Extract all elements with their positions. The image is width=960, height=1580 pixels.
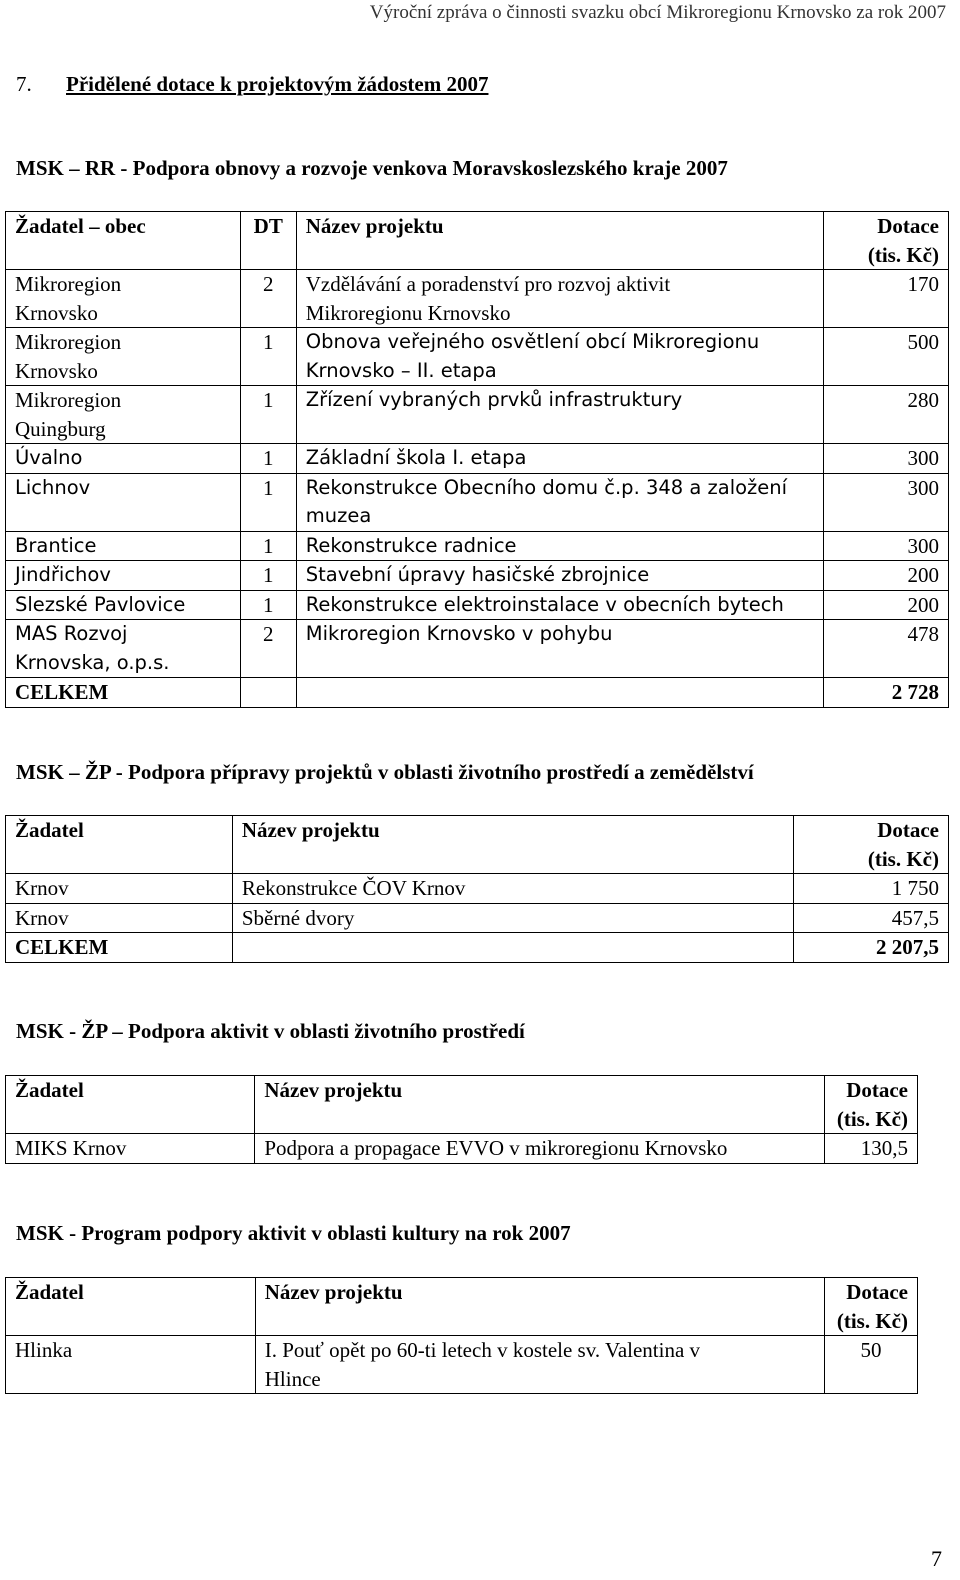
table-row: MAS Rozvoj Krnovska, o.p.s. 2 Mikroregion Krnovsko v pohybu 478	[6, 620, 949, 678]
total-value: 2 728	[824, 678, 949, 708]
table-row	[6, 874, 949, 904]
column-header-project: Název projektu	[255, 1076, 825, 1134]
table-row	[6, 1134, 918, 1164]
chapter-number: 7.	[16, 72, 32, 96]
dt-cell: 2	[240, 620, 296, 678]
grant-cell: 280	[824, 386, 949, 444]
project-cell: Vzdělávání a poradenství pro rozvoj aktivit	[305, 272, 671, 296]
grant-table-rr	[5, 211, 949, 708]
grant-cell: 478	[824, 620, 949, 678]
column-header-project: Název projektu	[296, 212, 823, 270]
project-cell: Stavební úpravy hasičské zbrojnice	[296, 561, 823, 591]
project-cell: Zřízení vybraných prvků infrastruktury	[296, 386, 823, 444]
grant-cell: 457,5	[794, 903, 949, 933]
grant-table-kultura	[5, 1277, 918, 1394]
column-header-applicant: Žadatel	[6, 816, 233, 874]
applicant-cell: Mikroregion	[15, 272, 122, 296]
applicant-cell: Brantice	[6, 531, 241, 561]
project-cell: Obnova veřejného osvětlení obcí Mikroregionu	[305, 330, 760, 353]
column-header-grant: Dotace (tis. Kč)	[825, 1076, 918, 1134]
table-header-row	[6, 1278, 918, 1336]
table-header-row	[6, 1076, 918, 1134]
project-cell: Rekonstrukce ČOV Krnov	[232, 874, 793, 904]
column-header-dt: DT	[240, 212, 296, 270]
grant-cell: 170	[824, 270, 949, 328]
table-row: Mikroregion Krnovsko 1 Obnova veřejného osvětlení obcí Mikroregionu Krnovsko – II. etapa 500	[6, 328, 949, 386]
project-cell: Mikroregion Krnovsko v pohybu	[296, 620, 823, 678]
section-heading-rr: MSK – RR - Podpora obnovy a rozvoje venkova Moravskoslezského kraje 2007	[16, 156, 728, 180]
applicant-cell: MAS Rozvoj	[15, 622, 128, 645]
table-row	[6, 561, 949, 591]
column-header-project: Název projektu	[255, 1278, 824, 1336]
table-row	[6, 590, 949, 620]
dt-cell: 1	[240, 473, 296, 531]
table-row: Mikroregion Krnovsko 2 Vzdělávání a poradenství pro rozvoj aktivit Mikroregionu Krnovsko 170	[6, 270, 949, 328]
section-heading-zp-priprava: MSK – ŽP - Podpora přípravy projektů v oblasti životního prostředí a zemědělství	[16, 760, 754, 784]
chapter-heading	[16, 72, 488, 97]
table-row: Lichnov 1 Rekonstrukce Obecního domu č.p. 348 a založení muzea 300	[6, 473, 949, 531]
table-row: Hlinka I. Pouť opět po 60-ti letech v kostele sv. Valentina v Hlince 50	[6, 1336, 918, 1394]
grant-cell: 130,5	[825, 1134, 918, 1164]
applicant-cell: Mikroregion	[15, 330, 122, 354]
table-row	[6, 531, 949, 561]
dt-cell: 1	[240, 531, 296, 561]
project-cell: Základní škola I. etapa	[296, 444, 823, 474]
applicant-cell: Jindřichov	[6, 561, 241, 591]
grant-cell: 200	[824, 590, 949, 620]
total-label: CELKEM	[6, 678, 241, 708]
total-row	[6, 678, 949, 708]
dt-cell: 2	[240, 270, 296, 328]
applicant-cell: Lichnov	[6, 473, 241, 531]
total-row	[6, 933, 949, 963]
applicant-cell: Krnov	[6, 903, 233, 933]
project-cell: Sběrné dvory	[232, 903, 793, 933]
table-row: Mikroregion Quingburg 1 Zřízení vybraných prvků infrastruktury 280	[6, 386, 949, 444]
table-row	[6, 444, 949, 474]
column-header-grant: Dotace (tis. Kč)	[825, 1278, 918, 1336]
table-row	[6, 903, 949, 933]
dt-cell: 1	[240, 561, 296, 591]
grant-cell: 200	[824, 561, 949, 591]
applicant-cell: Hlinka	[6, 1336, 256, 1394]
project-cell: Podpora a propagace EVVO v mikroregionu Krnovsko	[255, 1134, 825, 1164]
dt-cell: 1	[240, 328, 296, 386]
grant-cell: 50	[825, 1336, 918, 1394]
project-cell: Rekonstrukce Obecního domu č.p. 348 a založení	[305, 475, 788, 499]
project-cell: Rekonstrukce radnice	[296, 531, 823, 561]
column-header-applicant: Žadatel	[6, 1076, 255, 1134]
project-cell: Rekonstrukce elektroinstalace v obecních bytech	[296, 590, 823, 620]
applicant-cell: MIKS Krnov	[6, 1134, 255, 1164]
applicant-cell: Úvalno	[6, 444, 241, 474]
grant-table-zp-aktivity	[5, 1075, 918, 1164]
grant-cell: 300	[824, 444, 949, 474]
grant-table-zp-priprava	[5, 815, 949, 963]
chapter-title: Přidělené dotace k projektovým žádostem 2007	[66, 72, 489, 96]
total-value: 2 207,5	[794, 933, 949, 963]
table-header-row	[6, 212, 949, 270]
column-header-project: Název projektu	[232, 816, 793, 874]
applicant-cell: Krnov	[6, 874, 233, 904]
applicant-cell: Mikroregion	[15, 388, 122, 412]
dt-cell: 1	[240, 444, 296, 474]
column-header-grant: Dotace (tis. Kč)	[824, 212, 949, 270]
project-cell: I. Pouť opět po 60-ti letech v kostele sv. Valentina v	[264, 1338, 701, 1362]
grant-cell: 300	[824, 473, 949, 531]
grant-cell: 500	[824, 328, 949, 386]
page-number: 7	[931, 1546, 942, 1571]
column-header-applicant: Žadatel	[6, 1278, 256, 1336]
applicant-cell: Slezské Pavlovice	[6, 590, 241, 620]
running-header: Výroční zpráva o činnosti svazku obcí Mikroregionu Krnovsko za rok 2007	[369, 2, 946, 23]
grant-cell: 1 750	[794, 874, 949, 904]
column-header-applicant: Žadatel – obec	[6, 212, 241, 270]
column-header-grant: Dotace (tis. Kč)	[794, 816, 949, 874]
dt-cell: 1	[240, 386, 296, 444]
total-label: CELKEM	[6, 933, 233, 963]
table-header-row	[6, 816, 949, 874]
section-heading-zp-aktivity: MSK - ŽP – Podpora aktivit v oblasti životního prostředí	[16, 1019, 525, 1043]
dt-cell: 1	[240, 590, 296, 620]
grant-cell: 300	[824, 531, 949, 561]
section-heading-kultura: MSK - Program podpory aktivit v oblasti kultury na rok 2007	[16, 1221, 571, 1245]
